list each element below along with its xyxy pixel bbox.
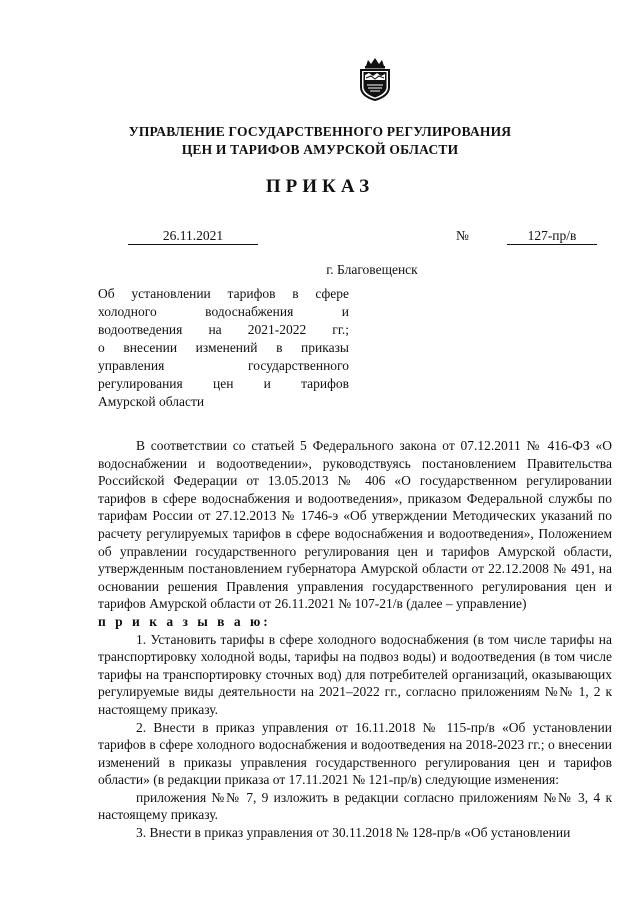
- order-body: [98, 437, 612, 842]
- document-title: ПРИКАЗ: [265, 176, 375, 197]
- item-2-paragraph: 2. Внести в приказ управления от 16.11.2018 № 115-пр/в «Об установлении тарифов в сфере холодного водоснабжения и водоотведения на 2018-2023 гг.; о внесении изменений в приказы управления государственного регулирования цен и тарифов области» (в редакции приказа от 17.11.2021 № 121-пр/в) следующие изменения:: [98, 719, 612, 788]
- subject-line: водоотведения на 2021-2022 гг.;: [98, 322, 349, 337]
- city: г. Благовещенск: [326, 262, 418, 277]
- subject-line: управления государственного: [98, 358, 349, 373]
- item-3-paragraph: 3. Внести в приказ управления от 30.11.2018 № 128-пр/в «Об установлении: [136, 825, 571, 841]
- subject-line: о внесении изменений в приказы: [98, 340, 349, 355]
- subject-line: Амурской области: [98, 394, 205, 409]
- order-subject: [98, 285, 349, 411]
- amur-oblast-coat-of-arms-icon: [357, 57, 393, 101]
- preamble-paragraph: В соответствии со статьей 5 Федерального закона от 07.12.2011 № 416-ФЗ «О водоснабжении и водоотведении», руководствуясь постановлением Правительства Российской Федерации от 13.05.2013 № 406 «О государственном регулировании тарифов в сфере водоснабжения и водоотведения», приказом Федеральной службы по тарифам России от 27.12.2013 № 1746-э «Об утверждении Методических указаний по расчету регулируемых тарифов в сфере водоснабжения и водоотведения», Положением об управлении государственного регулирования цен и тарифов Амурской области, утвержденным постановлением губернатора Амурской области от 22.12.2008 № 491, на основании решения Правления управления государственного регулирования цен и тарифов Амурской области от 26.11.2021 № 107-21/в (далее – управление): [98, 438, 612, 612]
- subject-line: Об установлении тарифов в сфере: [98, 286, 349, 301]
- subject-line: холодного водоснабжения и: [98, 304, 349, 319]
- order-directive: п р и к а з ы в а ю:: [98, 613, 271, 629]
- number-sign: №: [456, 228, 469, 243]
- order-date: 26.11.2021: [128, 228, 258, 245]
- organization-name-line-1: УПРАВЛЕНИЕ ГОСУДАРСТВЕННОГО РЕГУЛИРОВАНИЯ: [128, 124, 512, 139]
- order-number: 127-пр/в: [507, 228, 597, 245]
- item-1-paragraph: 1. Установить тарифы в сфере холодного водоснабжения (в том числе тарифы на транспортировку холодной воды, тарифы на подвоз воды) и водоотведения (в том числе тарифы на транспортировку сточных вод) для потребителей организаций, оказывающих регулируемые виды деятельности на 2021–2022 гг., согласно приложениям №№ 1, 2 к настоящему приказу.: [98, 631, 612, 717]
- subject-line: регулирования цен и тарифов: [98, 376, 349, 391]
- item-2-sub-paragraph: приложения №№ 7, 9 изложить в редакции согласно приложениям №№ 3, 4 к настоящему приказу.: [98, 789, 612, 823]
- organization-name-line-2: ЦЕН И ТАРИФОВ АМУРСКОЙ ОБЛАСТИ: [181, 142, 459, 157]
